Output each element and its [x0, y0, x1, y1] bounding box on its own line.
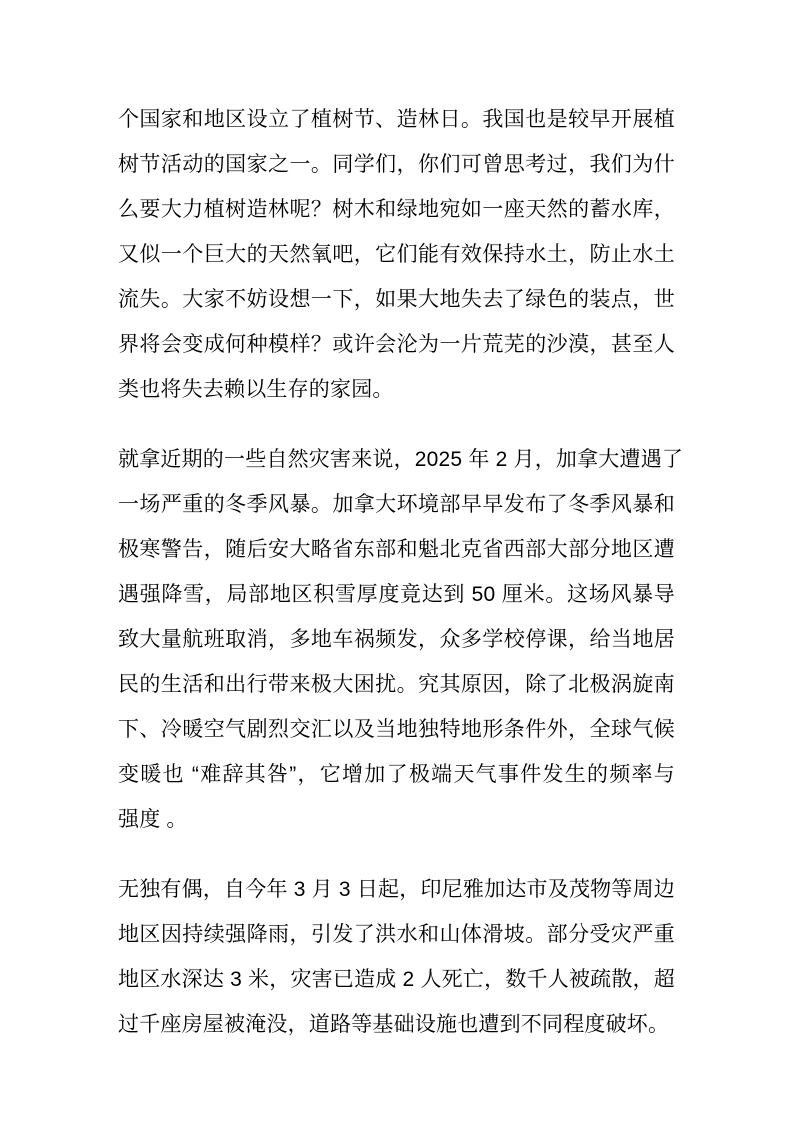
text-line: 地区因持续强降雨，引发了洪水和山体滑坡。部分受灾严重	[118, 923, 675, 946]
text-line: 过千座房屋被淹没，道路等基础设施也遭到不同程度破坏。	[118, 1013, 670, 1036]
text-line: 类也将失去赖以生存的家园。	[118, 378, 394, 401]
text-line: 树节活动的国家之一。同学们，你们可曾思考过，我们为什	[118, 153, 675, 176]
paragraph	[118, 97, 675, 412]
text-line: 流失。大家不妨设想一下，如果大地失去了绿色的装点，世	[118, 288, 675, 311]
text-line: 界将会变成何种模样？或许会沦为一片荒芜的沙漠，甚至人	[118, 333, 675, 356]
text-line: 就拿近期的一些自然灾害来说，2025 年 2 月，加拿大遭遇了	[118, 448, 684, 471]
text-line: 地区水深达 3 米，灾害已造成 2 人死亡，数千人被疏散，超	[118, 968, 675, 991]
text-line: 个国家和地区设立了植树节、造林日。我国也是较早开展植	[118, 108, 675, 131]
paragraph	[118, 437, 684, 842]
text-line: 致大量航班取消，多地车祸频发，众多学校停课，给当地居	[118, 628, 675, 651]
text-line: 遇强降雪，局部地区积雪厚度竟达到 50 厘米。这场风暴导	[118, 583, 675, 606]
document-content	[118, 97, 684, 1072]
text-line: 又似一个巨大的天然氧吧，它们能有效保持水土，防止水土	[118, 243, 675, 266]
text-line: 无独有偶，自今年 3 月 3 日起，印尼雅加达市及茂物等周边	[118, 878, 675, 901]
text-line: 变暖也 “难辞其咎”，它增加了极端天气事件发生的频率与	[118, 763, 675, 786]
text-line: 一场严重的冬季风暴。加拿大环境部早早发布了冬季风暴和	[118, 493, 675, 516]
text-line: 极寒警告，随后安大略省东部和魁北克省西部大部分地区遭	[118, 538, 675, 561]
text-line: 下、冷暖空气剧烈交汇以及当地独特地形条件外，全球气候	[118, 718, 675, 741]
text-line: 么要大力植树造林呢？树木和绿地宛如一座天然的蓄水库，	[118, 198, 675, 221]
text-line: 民的生活和出行带来极大困扰。究其原因，除了北极涡旋南	[118, 673, 675, 696]
paragraph	[118, 867, 675, 1047]
text-line: 强度 。	[118, 808, 188, 831]
